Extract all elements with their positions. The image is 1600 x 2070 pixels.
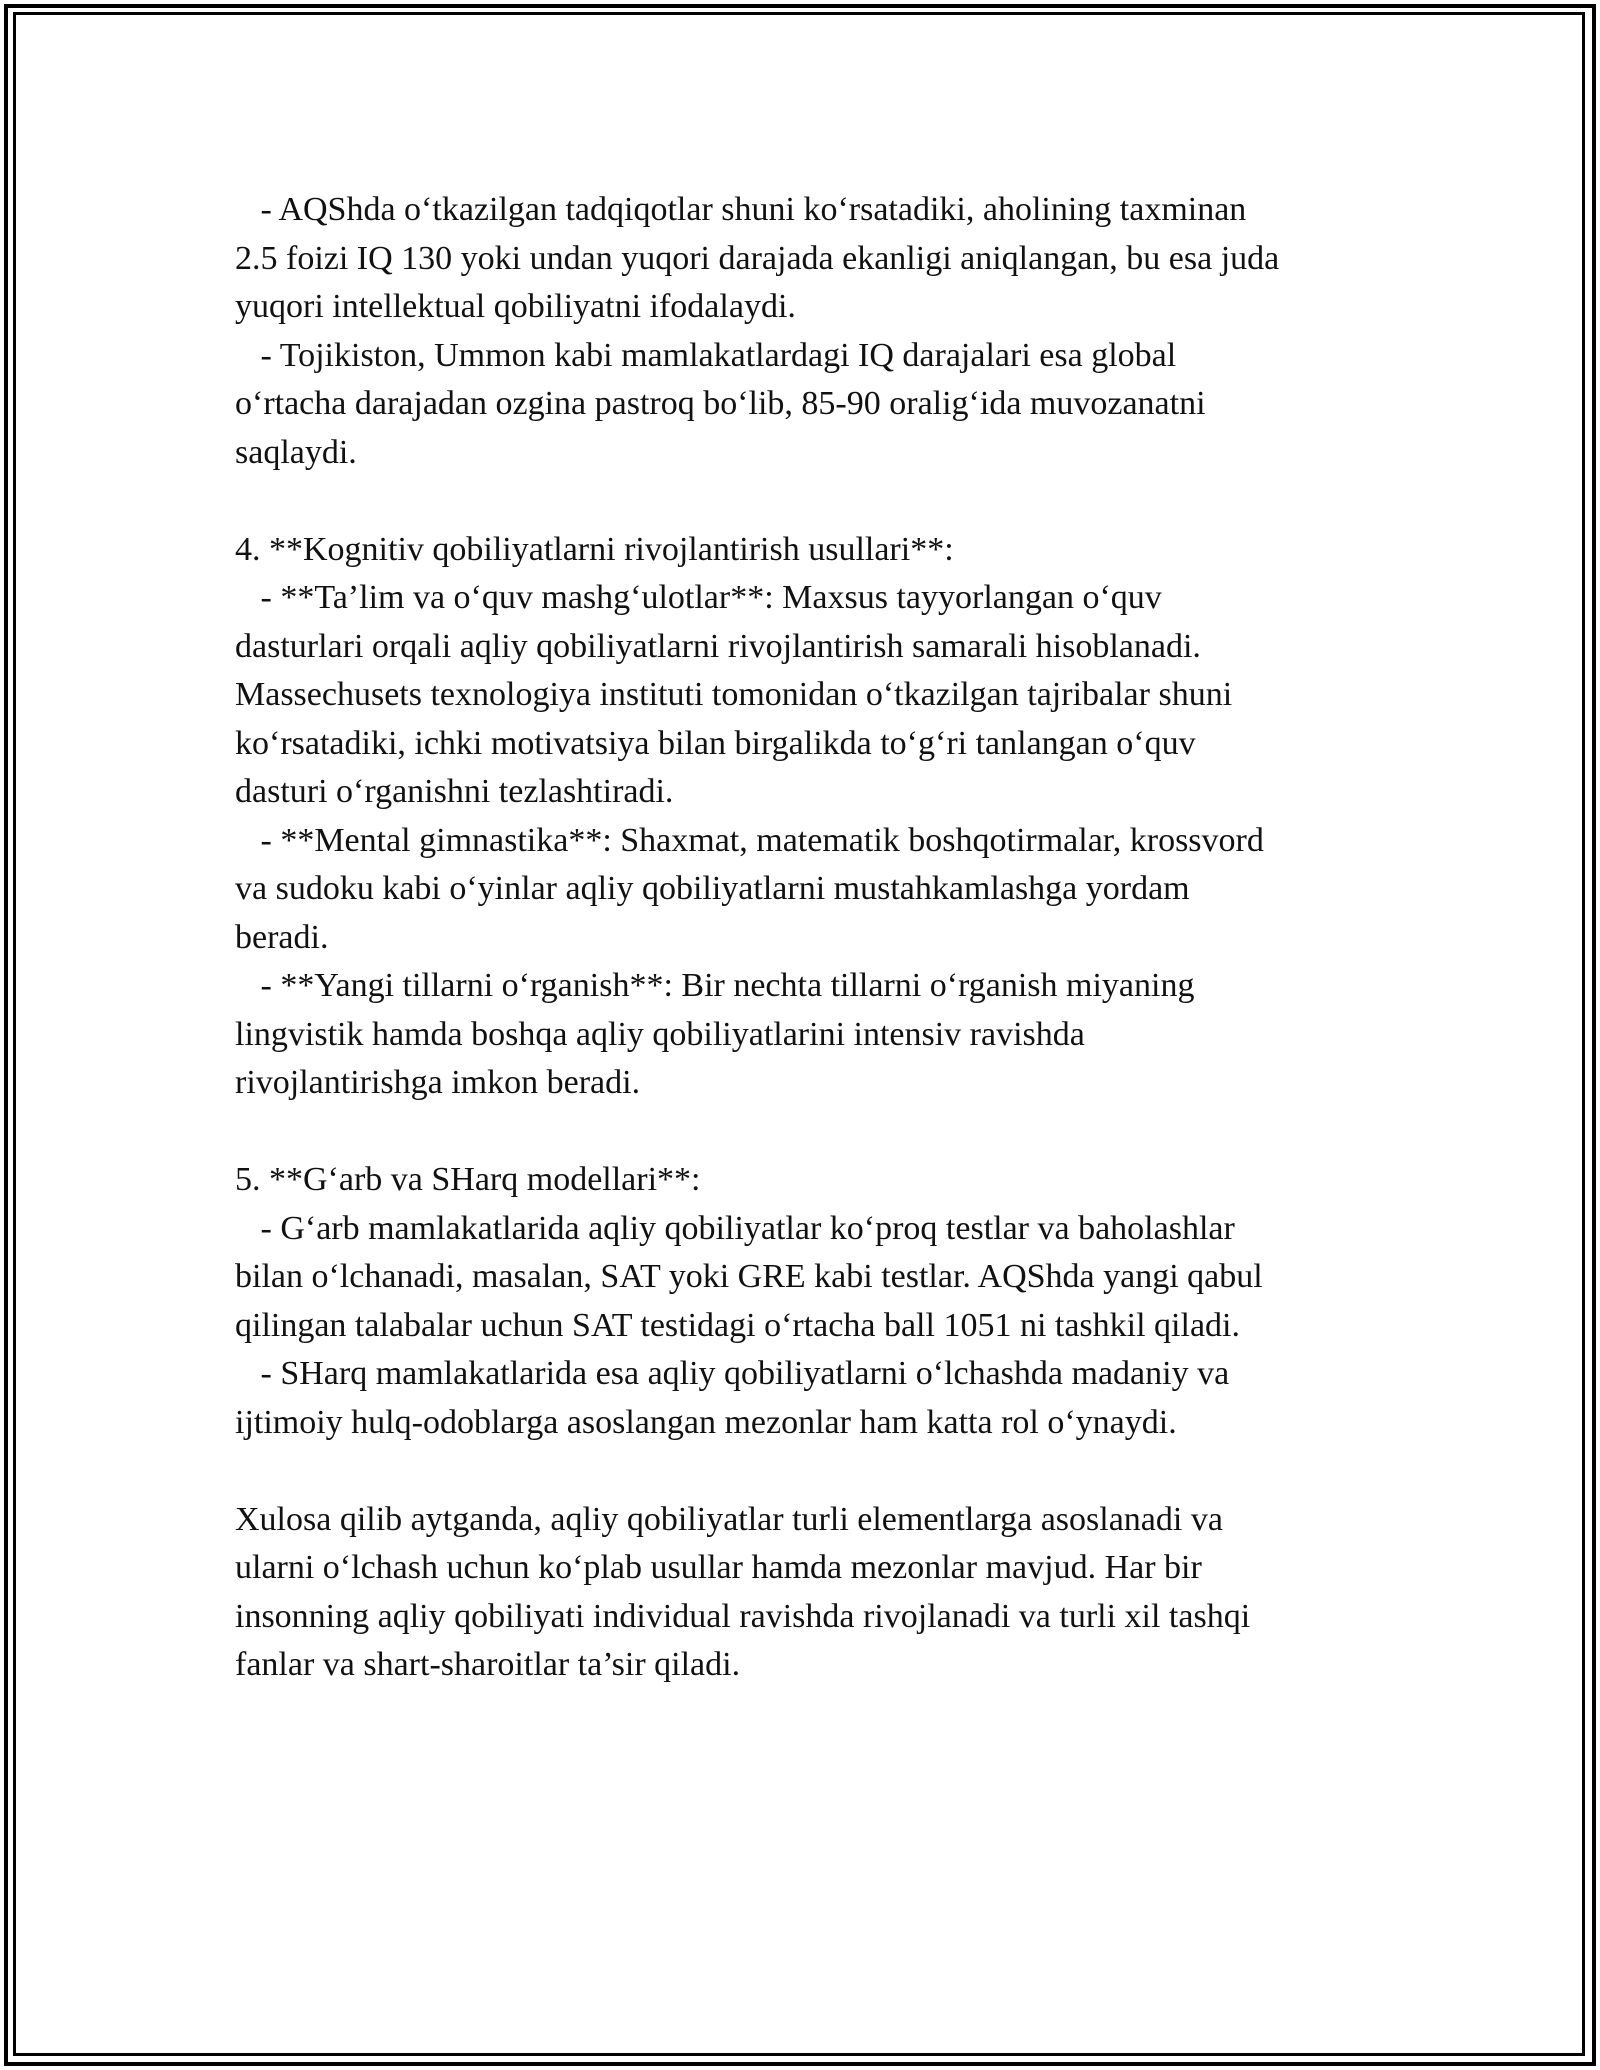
- paragraph-gap: [235, 477, 1385, 526]
- text-line: Massechusets texnologiya instituti tomonidan o‘tkazilgan tajribalar shuni: [235, 676, 1233, 713]
- text-line: - SHarq mamlakatlarida esa aqliy qobiliyatlarni o‘lchashda madaniy va: [235, 1355, 1230, 1392]
- text-line: bilan o‘lchanadi, masalan, SAT yoki GRE kabi testlar. AQShda yangi qabul: [235, 1258, 1263, 1295]
- paragraph-gap: [235, 1108, 1385, 1157]
- text-line: rivojlantirishga imkon beradi.: [235, 1064, 641, 1101]
- text-line: qilingan talabalar uchun SAT testidagi o‘rtacha ball 1051 ni tashkil qiladi.: [235, 1306, 1240, 1344]
- section-heading: 5. **G‘arb va SHarq modellari**:: [235, 1161, 701, 1198]
- text-line: - **Ta’lim va o‘quv mashg‘ulotlar**: Maxsus tayyorlangan o‘quv: [235, 579, 1162, 616]
- text-line: ko‘rsatadiki, ichki motivatsiya bilan birgalikda to‘g‘ri tanlangan o‘quv: [235, 724, 1196, 762]
- text-line: dasturi o‘rganishni tezlashtiradi.: [235, 773, 674, 810]
- section-heading: 4. **Kognitiv qobiliyatlarni rivojlantirish usullari**:: [235, 530, 954, 568]
- text-line: - AQShda o‘tkazilgan tadqiqotlar shuni ko‘rsatadiki, aholining taxminan: [235, 191, 1247, 228]
- text-line: lingvistik hamda boshqa aqliy qobiliyatlarini intensiv ravishda: [235, 1015, 1085, 1053]
- document-body: [235, 186, 1385, 1690]
- paragraph-gap: [235, 1447, 1385, 1496]
- text-line: - Tojikiston, Ummon kabi mamlakatlardagi IQ darajalari esa global: [235, 336, 1177, 374]
- conclusion-line: ularni o‘lchash uchun ko‘plab usullar hamda mezonlar mavjud. Har bir: [235, 1549, 1202, 1586]
- conclusion-line: Xulosa qilib aytganda, aqliy qobiliyatlar turli elementlarga asoslanadi va: [235, 1500, 1223, 1538]
- conclusion-line: fanlar va shart-sharoitlar ta’sir qiladi.: [235, 1646, 741, 1683]
- text-line: - **Mental gimnastika**: Shaxmat, matematik boshqotirmalar, krossvord: [235, 821, 1264, 859]
- text-line: 2.5 foizi IQ 130 yoki undan yuqori darajada ekanligi aniqlangan, bu esa juda: [235, 239, 1280, 277]
- text-line: beradi.: [235, 918, 329, 956]
- conclusion-line: insonning aqliy qobiliyati individual ravishda rivojlanadi va turli xil tashqi: [235, 1597, 1251, 1635]
- text-line: yuqori intellektual qobiliyatni ifodalaydi.: [235, 288, 796, 325]
- text-line: - G‘arb mamlakatlarida aqliy qobiliyatlar ko‘proq testlar va baholashlar: [235, 1209, 1235, 1247]
- text-line: dasturlari orqali aqliy qobiliyatlarni rivojlantirish samarali hisoblanadi.: [235, 627, 1201, 665]
- text-line: saqlaydi.: [235, 433, 357, 471]
- text-line: o‘rtacha darajadan ozgina pastroq bo‘lib, 85-90 oralig‘ida muvozanatni: [235, 385, 1206, 422]
- text-line: va sudoku kabi o‘yinlar aqliy qobiliyatlarni mustahkamlashga yordam: [235, 870, 1190, 907]
- text-line: - **Yangi tillarni o‘rganish**: Bir nechta tillarni o‘rganish miyaning: [235, 967, 1195, 1004]
- text-line: ijtimoiy hulq-odoblarga asoslangan mezonlar ham katta rol o‘ynaydi.: [235, 1403, 1177, 1441]
